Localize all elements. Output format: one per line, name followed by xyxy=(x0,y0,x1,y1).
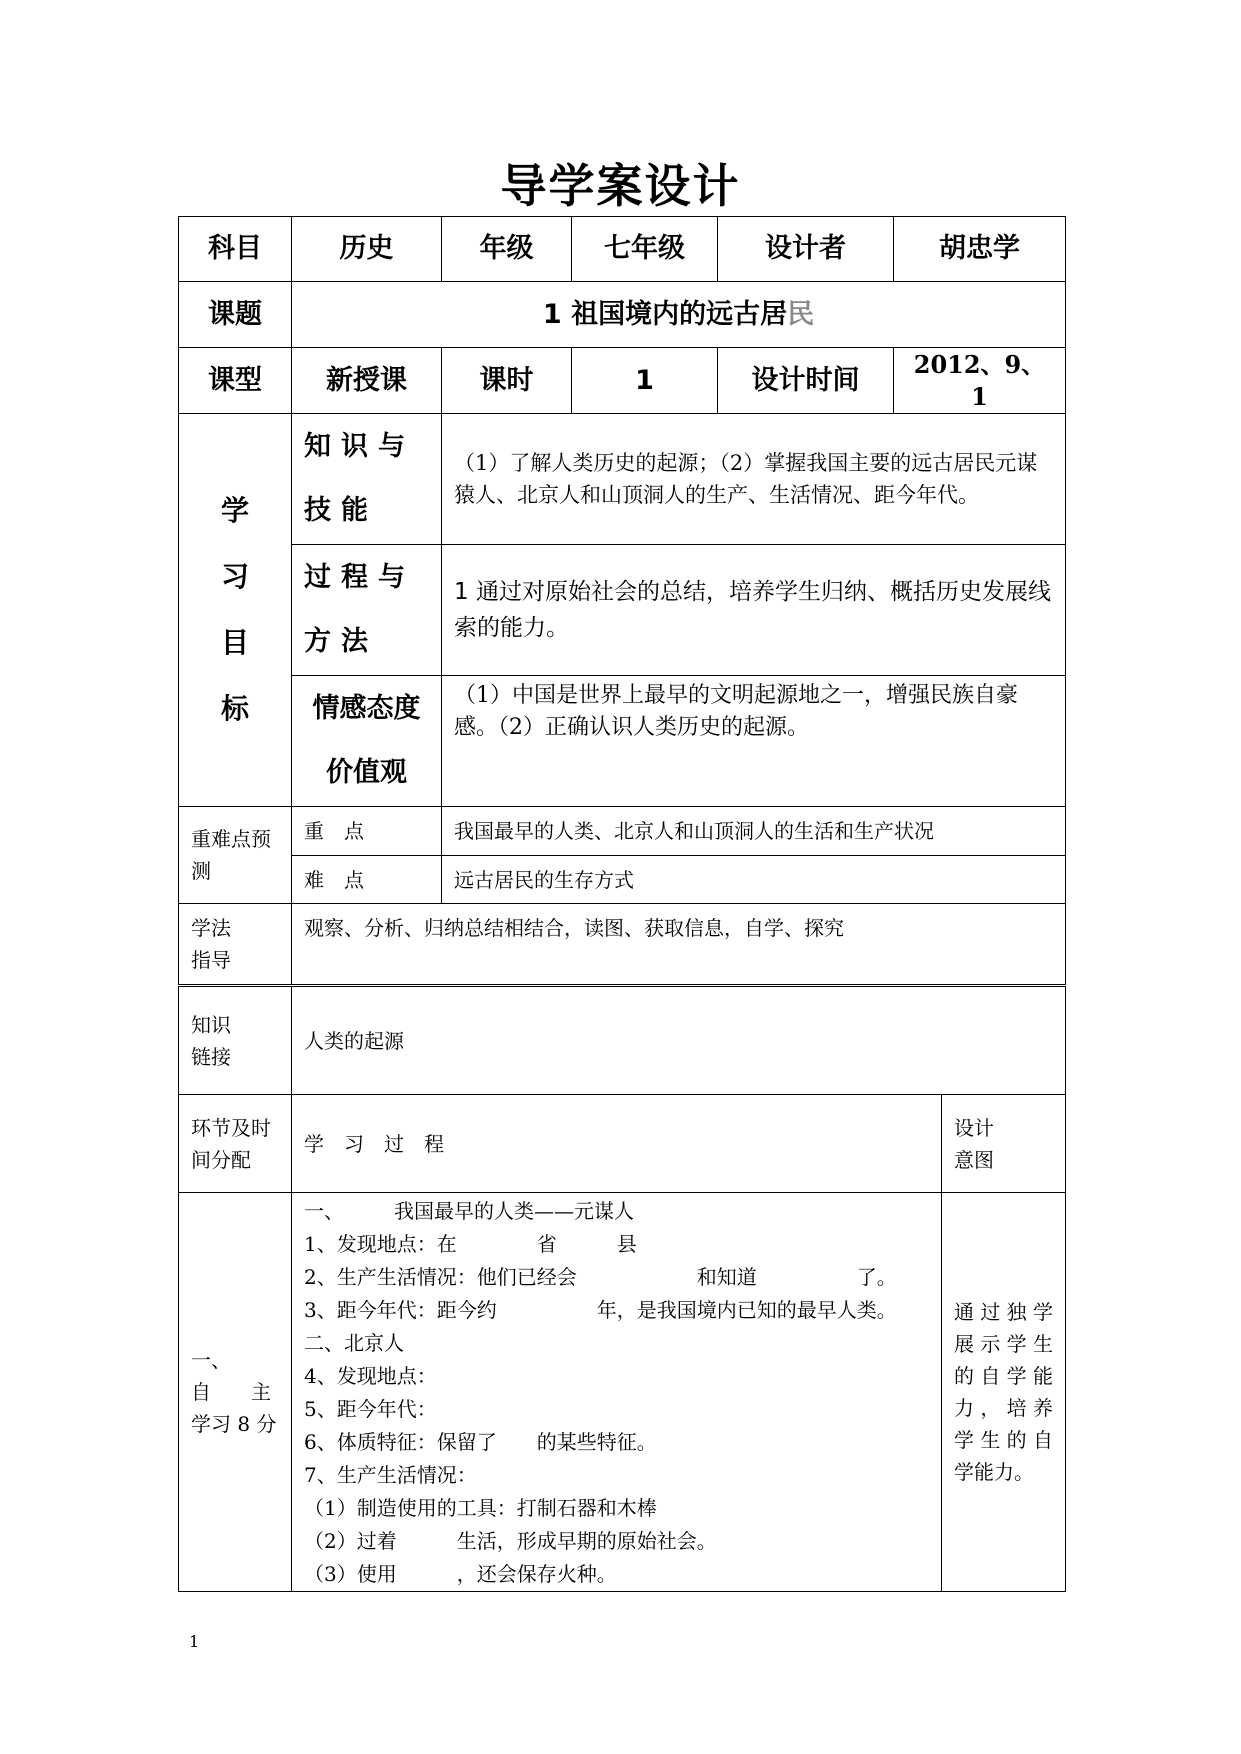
objectives-char: 标 xyxy=(220,692,249,725)
objective-row-emotion xyxy=(179,676,1066,807)
self-study-label-line: 学习 8 分 xyxy=(191,1412,277,1436)
difficulty-label: 难 点 xyxy=(292,856,442,904)
key-point-label: 重 点 xyxy=(292,807,442,856)
study-line: 7、生产生活情况： xyxy=(304,1463,477,1487)
difficulty-row xyxy=(179,856,1066,904)
period-value: 1 xyxy=(572,348,718,414)
topic-value xyxy=(292,282,1066,348)
subject-label: 科目 xyxy=(179,217,292,282)
difficulty-text: 远古居民的生存方式 xyxy=(442,856,1066,904)
subject-value: 历史 xyxy=(292,217,442,282)
study-line: 5、距今年代： xyxy=(304,1397,437,1421)
stage-time-label xyxy=(179,1095,292,1193)
info-row-3 xyxy=(179,348,1066,414)
process-method-text: 1 通过对原始社会的总结，培养学生归纳、概括历史发展线索的能力。 xyxy=(442,545,1066,676)
page-number: 1 xyxy=(189,1632,200,1651)
topic-last-char: 民 xyxy=(787,298,815,330)
method-text: 观察、分析、归纳总结相结合，读图、获取信息，自学、探究 xyxy=(292,904,1066,986)
type-value: 新授课 xyxy=(292,348,442,414)
study-line: 6、体质特征：保留了 的某些特征。 xyxy=(304,1430,657,1454)
self-study-label-line: 自 主 xyxy=(191,1380,271,1404)
study-line: 一、 我国最早的人类——元谋人 xyxy=(304,1199,634,1223)
self-study-label xyxy=(179,1193,292,1592)
self-study-row xyxy=(179,1193,1066,1592)
objectives-char: 学 xyxy=(220,494,249,527)
stage-time-label-line: 环节及时 xyxy=(191,1115,271,1140)
process-header-row xyxy=(179,1095,1066,1193)
link-label xyxy=(179,986,292,1095)
method-label-line: 指导 xyxy=(191,948,231,972)
method-row xyxy=(179,904,1066,986)
topic-main: 1 祖国境内的远古居 xyxy=(542,298,788,330)
objective-row-knowledge xyxy=(179,414,1066,545)
study-line: 2、生产生活情况：他们已经会 和知道 了。 xyxy=(304,1265,897,1289)
info-row-1 xyxy=(179,217,1066,282)
learning-process-header: 学 习 过 程 xyxy=(292,1095,942,1193)
study-line: （3）使用 ，还会保存火种。 xyxy=(304,1562,617,1586)
objectives-char: 习 xyxy=(220,560,249,593)
lesson-plan-table xyxy=(178,216,1066,1592)
link-text: 人类的起源 xyxy=(292,986,1066,1095)
link-label-line: 链接 xyxy=(191,1044,231,1069)
type-label: 课型 xyxy=(179,348,292,414)
stage-time-label-line: 间分配 xyxy=(191,1147,251,1172)
document-title: 导学案设计 xyxy=(500,159,741,213)
designer-value: 胡忠学 xyxy=(894,217,1066,282)
objectives-label xyxy=(179,414,292,807)
objectives-char: 目 xyxy=(220,626,249,659)
method-label xyxy=(179,904,292,986)
process-method-label: 过程与方法 xyxy=(292,545,442,676)
link-row xyxy=(179,986,1066,1095)
keypoints-label: 重难点预测 xyxy=(179,807,292,904)
study-line: （1）制造使用的工具：打制石器和木棒 xyxy=(304,1496,657,1520)
time-label: 设计时间 xyxy=(718,348,894,414)
self-study-label-line: 一、 xyxy=(191,1348,231,1372)
study-line: （2）过着 生活，形成早期的原始社会。 xyxy=(304,1529,717,1553)
knowledge-text: （1）了解人类历史的起源；（2）掌握我国主要的远古居民元谋猿人、北京人和山顶洞人的生产、生活情况、距今年代。 xyxy=(442,414,1066,545)
self-study-intent: 通过独学展示学生的自学能力，培养学生的自学能力。 xyxy=(942,1193,1066,1592)
self-study-content xyxy=(292,1193,942,1592)
designer-label: 设计者 xyxy=(718,217,894,282)
study-line: 3、距今年代：距今约 年，是我国境内已知的最早人类。 xyxy=(304,1298,897,1322)
key-point-text: 我国最早的人类、北京人和山顶洞人的生活和生产状况 xyxy=(442,807,1066,856)
topic-row xyxy=(179,282,1066,348)
emotion-text: （1）中国是世界上最早的文明起源地之一，增强民族自豪感。（2）正确认识人类历史的起源。 xyxy=(442,676,1066,807)
time-value: 2012、9、1 xyxy=(894,348,1066,414)
emotion-label: 情感态度价值观 xyxy=(292,676,442,807)
study-line: 二、北京人 xyxy=(304,1331,404,1355)
keypoint-row xyxy=(179,807,1066,856)
grade-label: 年级 xyxy=(442,217,572,282)
design-intent-header-line: 设计 xyxy=(954,1115,994,1140)
method-label-line: 学法 xyxy=(191,916,231,940)
study-line: 4、发现地点： xyxy=(304,1364,437,1388)
design-intent-header xyxy=(942,1095,1066,1193)
knowledge-label: 知识与技能 xyxy=(292,414,442,545)
objective-row-process xyxy=(179,545,1066,676)
design-intent-header-line: 意图 xyxy=(954,1147,994,1172)
grade-value: 七年级 xyxy=(572,217,718,282)
link-label-line: 知识 xyxy=(191,1012,231,1037)
topic-label: 课题 xyxy=(179,282,292,348)
period-label: 课时 xyxy=(442,348,572,414)
study-line: 1、发现地点：在 省 县 xyxy=(304,1232,637,1256)
